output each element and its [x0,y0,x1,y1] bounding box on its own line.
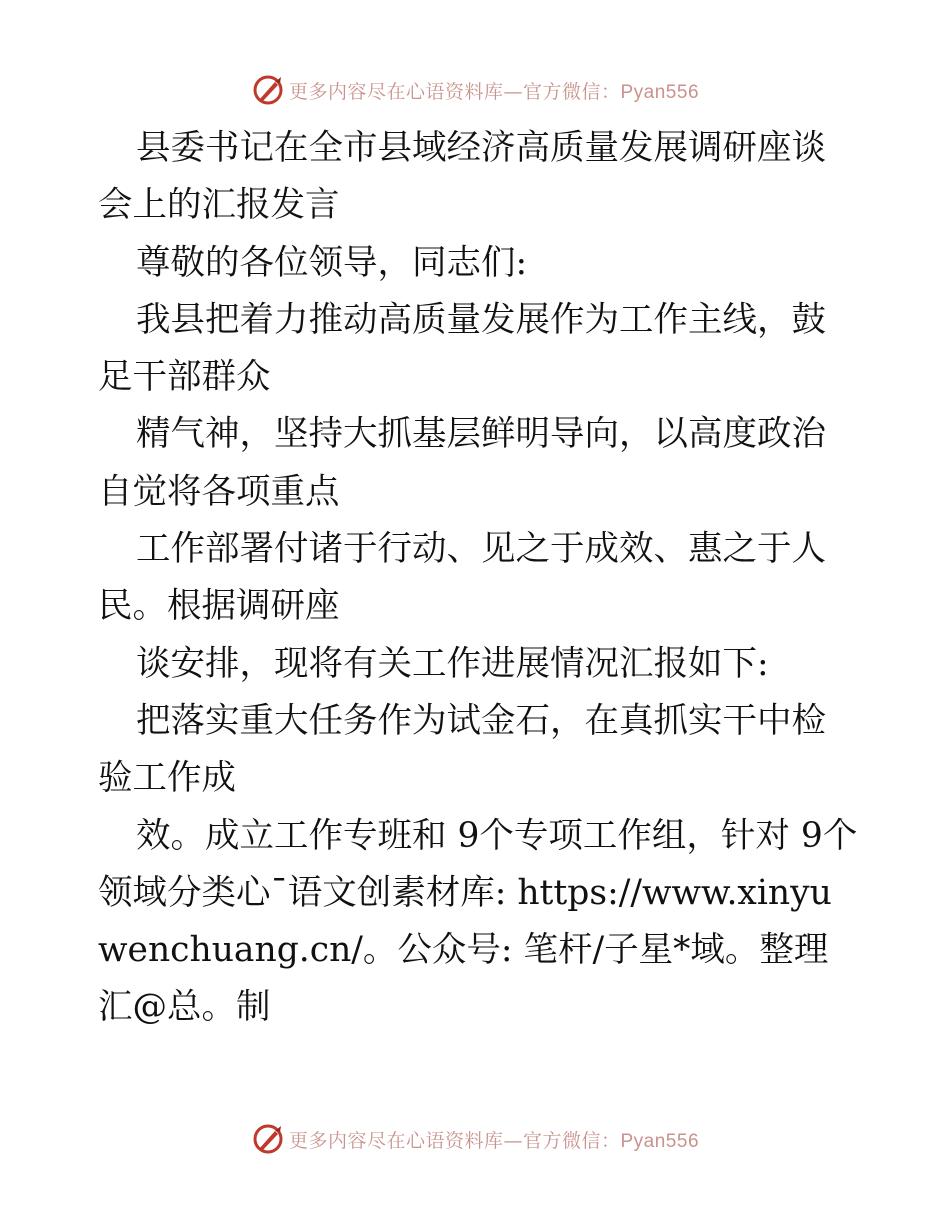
document-body [98,120,858,1037]
document-paragraph: 工作部署付诸于行动、见之于成效、惠之于人民。根据调研座 [98,529,826,627]
quill-pen-logo-icon [251,73,285,107]
header-banner [0,70,950,110]
document-paragraph: 我县把着力推动高质量发展作为工作主线，鼓足干部群众 [98,299,826,398]
document-paragraph: 精气神，坚持大抓基层鲜明导向，以高度政治自觉将各项重点 [98,414,826,512]
document-paragraph: 把落实重大任务作为试金石，在真抓实干中检验工作成 [98,700,826,799]
header-wechat-id: Pyan556 [620,81,700,103]
document-paragraph: 谈安排，现将有关工作进展情况汇报如下: [136,643,769,684]
header-promo-text: 更多内容尽在心语资料库—官方微信： [288,80,621,103]
footer-promo [289,1126,699,1153]
document-paragraph: 效。成立工作专班和 9个专项工作组，针对 9个领域分类心¯语文创素材库: https://www.xinyuwenchuang.cn/。公众号: 笔杆/子星*域。整理汇@总。制 [98,815,858,1028]
quill-pen-logo-icon [251,1122,285,1156]
footer-banner [0,1119,950,1159]
footer-wechat-id: Pyan556 [620,1130,700,1152]
document-paragraph: 尊敬的各位领导，同志们: [136,242,528,283]
footer-promo-text: 更多内容尽在心语资料库—官方微信： [288,1129,621,1152]
header-promo [289,77,699,104]
document-title: 县委书记在全市县域经济高质量发展调研座谈会上的汇报发言 [98,128,826,226]
